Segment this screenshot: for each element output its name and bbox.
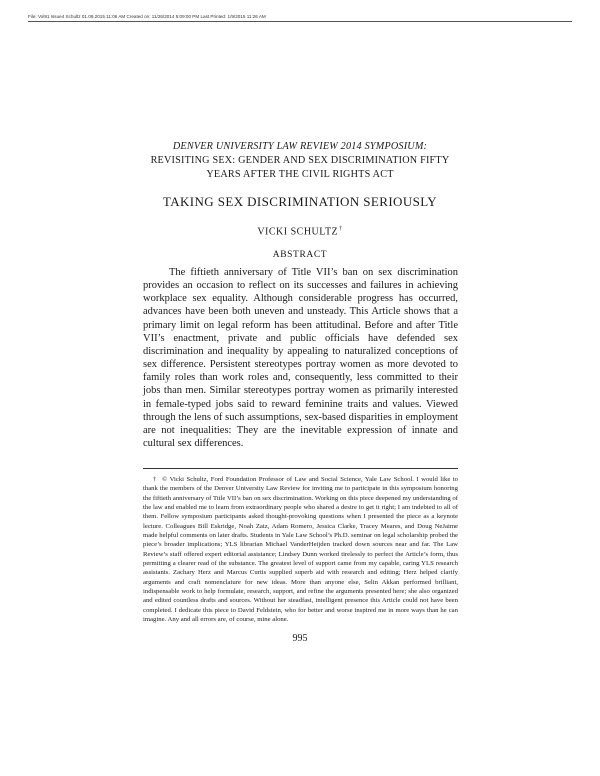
footnote-mark: † bbox=[153, 476, 158, 483]
footnote-divider bbox=[143, 468, 458, 469]
author-footnote-mark: † bbox=[339, 226, 343, 232]
symposium-line-1: DENVER UNIVERSITY LAW REVIEW 2014 SYMPOSIUM: bbox=[172, 141, 428, 152]
article-title: TAKING SEX DISCRIMINATION SERIOUSLY bbox=[162, 194, 438, 209]
symposium-heading bbox=[120, 140, 480, 182]
footnote-text: © Vicki Schultz, Ford Foundation Professor of Law and Social Science, Yale Law School. I would like to thank the members of the Denver University Law Review for inviting me to participate in this symposium honoring the fiftieth anniversary of Title VII’s ban on sex discrimination. Working on this piece deepened my understanding of the law and enabled me to learn from extraordinary people who shared a desire to get it right; I am indebted to all of them. Fellow symposium participants asked thought-provoking questions when I presented the piece as a keynote lecture. Colleagues Bill Eskridge, Noah Zatz, Adam Romero, Jessica Clarke, Tracey Meares, and Doug NeJaime made helpful comments on later drafts. Students in Yale Law School’s Ph.D. seminar on legal scholarship probed the piece’s broader implications; YLS librarian Michael VanderHeijden tracked down sources near and far. The Law Review’s staff offered expert editorial assistance; Lindsey Dunn worked tirelessly to perfect the Article’s form, thus permitting a clearer read of the substance. The greatest level of support came from my capable, caring YLS research assistants. Zachary Herz and Marcus Curtis supplied superb aid with research and editing; Herz helped clarify arguments and craft nomenclature for new ideas. More than anyone else, Selin Akkan performed brilliant, indispensable work to help formulate, research, support, and refine the arguments presented here; she also organized and edited countless drafts and sources. Without her steadfast, intelligent presence this Article could not have been completed. I dedicate this piece to David Feldstein, who for better and worse inspired me in more ways than he can imagine. Any and all errors are, of course, mine alone. bbox=[143, 476, 459, 624]
symposium-line-2: REVISITING SEX: GENDER AND SEX DISCRIMINATION FIFTY bbox=[150, 155, 450, 166]
abstract-body: The fiftieth anniversary of Title VII’s ban on sex discrimination provides an occasion to reflect on its successes and failures in achieving workplace sex equality. Although considerable progress has occurred, advances have been both uneven and unsteady. This Article shows that a primary limit on legal reform has been attitudinal. Before and after Title VII’s enactment, private and public officials have defended sex discrimination and inequality by appealing to naturalized conceptions of sex difference. Persistent stereotypes portray women as more devoted to family roles than work roles and, consequently, less committed to their jobs than men. Similar stereotypes portray women as primarily interested in female-typed jobs said to reward feminine traits and values. Viewed through the lens of such assumptions, sex-based disparities in employment are not inequalities: They are the inevitable expression of innate and cultural sex differences. bbox=[143, 267, 458, 450]
page-number: 995 bbox=[292, 633, 308, 644]
running-header-left: File: Vol91 Issue4 Schultz 01.09.2015 11:06 AM Created on: 11/26/2014 5:09:00 PM Last Printed: 1/9/2015 11:26 AM bbox=[28, 14, 266, 19]
symposium-line-3: YEARS AFTER THE CIVIL RIGHTS ACT bbox=[206, 169, 394, 180]
author-line bbox=[150, 226, 450, 237]
abstract-heading: ABSTRACT bbox=[272, 250, 328, 260]
author-name: VICKI SCHULTZ bbox=[257, 226, 339, 238]
author-footnote bbox=[143, 475, 458, 625]
running-header bbox=[28, 14, 572, 22]
